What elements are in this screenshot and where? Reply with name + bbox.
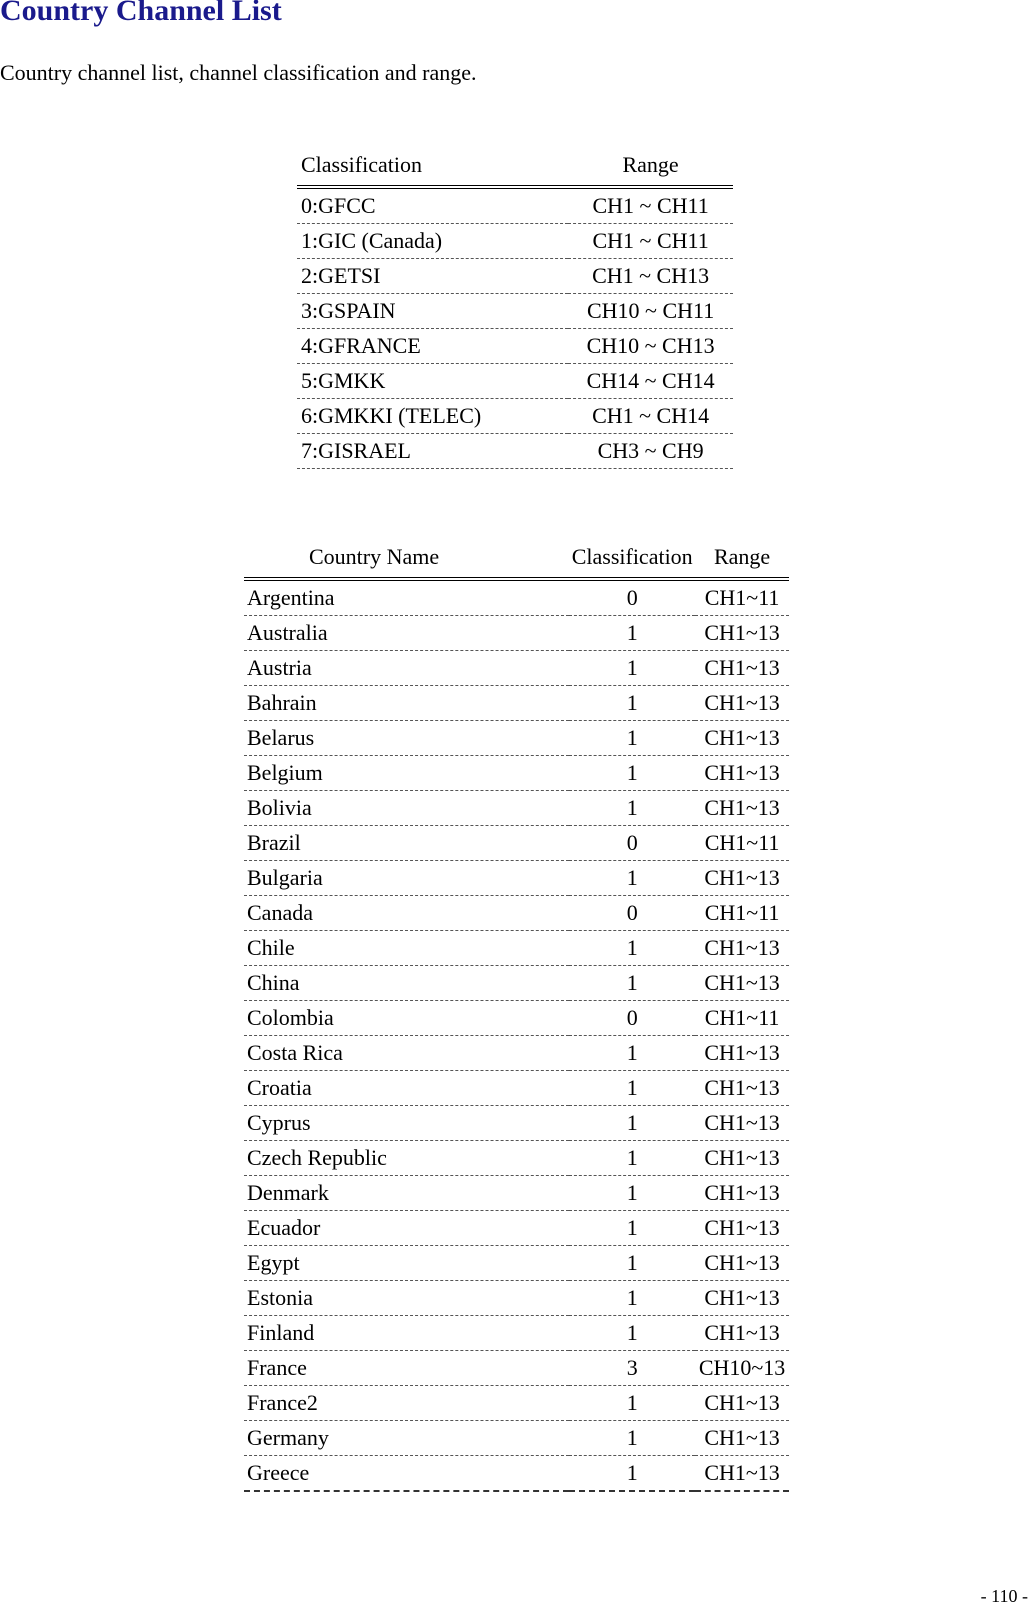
classification-table-body	[297, 187, 733, 469]
table-row	[244, 1071, 789, 1106]
table-row	[244, 1246, 789, 1281]
classification-cell: 0	[626, 1005, 638, 1030]
table-row	[244, 966, 789, 1001]
classification-cell: 0:GFCC	[301, 193, 376, 218]
classification-cell: 1	[626, 1180, 638, 1205]
country-name-cell: China	[247, 970, 300, 995]
range-cell: CH1~13	[704, 865, 780, 890]
classification-cell: 6:GMKKI (TELEC)	[301, 403, 482, 428]
classification-cell: 0	[626, 830, 638, 855]
range-cell: CH1~13	[704, 1250, 780, 1275]
table-row	[244, 1211, 789, 1246]
country-name-cell: Bulgaria	[247, 865, 323, 890]
table-row	[297, 329, 733, 364]
range-cell: CH1~13	[704, 935, 780, 960]
table-row	[244, 1001, 789, 1036]
country-name-cell: Costa Rica	[247, 1040, 343, 1065]
country-name-cell: Australia	[247, 620, 328, 645]
table-row	[244, 1421, 789, 1456]
table-row	[244, 1351, 789, 1386]
classification-cell: 1	[626, 1320, 638, 1345]
classification-cell: 1	[626, 760, 638, 785]
range-cell: CH1~13	[704, 970, 780, 995]
table-row	[297, 187, 733, 224]
country-name-cell: Brazil	[247, 830, 301, 855]
table-row	[297, 364, 733, 399]
range-cell: CH1~13	[704, 690, 780, 715]
range-cell: CH14 ~ CH14	[586, 368, 715, 393]
table-row	[244, 896, 789, 931]
range-cell: CH1~13	[704, 1460, 780, 1485]
range-cell: CH1 ~ CH13	[592, 263, 710, 288]
range-cell: CH1~13	[704, 1145, 780, 1170]
country-name-cell: Finland	[247, 1320, 315, 1345]
country-table-header	[244, 537, 789, 579]
range-cell: CH3 ~ CH9	[597, 438, 704, 463]
classification-cell: 1	[626, 620, 638, 645]
table-row	[244, 756, 789, 791]
range-cell: CH1~13	[704, 760, 780, 785]
country-name-cell: Chile	[247, 935, 295, 960]
classification-cell: 1	[626, 1285, 638, 1310]
table-row	[244, 1176, 789, 1211]
intro-text: Country channel list, channel classification and range.	[0, 60, 477, 85]
table-row	[244, 1386, 789, 1421]
country-name-cell: Estonia	[247, 1285, 313, 1310]
classification-cell: 0	[626, 900, 638, 925]
country-name-cell: Egypt	[247, 1250, 300, 1275]
range-cell: CH1~11	[704, 900, 780, 925]
classification-cell: 1	[626, 865, 638, 890]
range-cell: CH1~13	[704, 1425, 780, 1450]
table-row	[244, 1456, 789, 1492]
classification-cell: 1	[626, 655, 638, 680]
table-row	[244, 686, 789, 721]
country-name-cell: Czech Republic	[247, 1145, 387, 1170]
classification-cell: 1	[626, 1460, 638, 1485]
table-row	[244, 616, 789, 651]
country-name-cell: Argentina	[247, 585, 335, 610]
country-name-cell: France	[247, 1355, 307, 1380]
classification-cell: 1	[626, 1040, 638, 1065]
range-cell: CH1~13	[704, 1110, 780, 1135]
header-classification: Classification	[571, 544, 693, 569]
classification-table-header	[297, 145, 733, 187]
country-name-cell: Greece	[247, 1460, 310, 1485]
classification-table	[297, 145, 733, 469]
range-cell: CH1~13	[704, 725, 780, 750]
table-row	[297, 259, 733, 294]
range-cell: CH1~13	[704, 655, 780, 680]
country-name-cell: Canada	[247, 900, 313, 925]
range-cell: CH1~13	[704, 1285, 780, 1310]
classification-cell: 0	[626, 585, 638, 610]
header-country-name: Country Name	[309, 544, 440, 569]
country-name-cell: Bahrain	[247, 690, 317, 715]
table-row	[244, 931, 789, 966]
table-row	[244, 1036, 789, 1071]
country-name-cell: Colombia	[247, 1005, 334, 1030]
country-name-cell: Ecuador	[247, 1215, 321, 1240]
country-name-cell: France2	[247, 1390, 318, 1415]
classification-cell: 1	[626, 1390, 638, 1415]
range-cell: CH1 ~ CH11	[592, 228, 709, 253]
range-cell: CH10~13	[698, 1355, 786, 1380]
table-row	[244, 1141, 789, 1176]
classification-cell: 1	[626, 1250, 638, 1275]
range-cell: CH1~13	[704, 795, 780, 820]
range-cell: CH1~13	[704, 1320, 780, 1345]
country-name-cell: Cyprus	[247, 1110, 311, 1135]
table-row	[244, 579, 789, 616]
range-cell: CH1~11	[704, 1005, 780, 1030]
country-name-cell: Denmark	[247, 1180, 329, 1205]
classification-cell: 7:GISRAEL	[301, 438, 411, 463]
table-row	[297, 224, 733, 259]
table-row	[244, 826, 789, 861]
country-table	[244, 537, 789, 1492]
classification-cell: 1	[626, 725, 638, 750]
country-name-cell: Germany	[247, 1425, 329, 1450]
range-cell: CH1 ~ CH14	[592, 403, 710, 428]
classification-cell: 1	[626, 935, 638, 960]
range-cell: CH1~13	[704, 620, 780, 645]
range-cell: CH1~11	[704, 830, 780, 855]
range-cell: CH1~13	[704, 1215, 780, 1240]
country-table-body	[244, 579, 789, 1491]
range-cell: CH1~13	[704, 1075, 780, 1100]
table-row	[244, 1281, 789, 1316]
classification-cell: 1:GIC (Canada)	[301, 228, 443, 253]
table-row	[297, 434, 733, 469]
range-cell: CH10 ~ CH11	[586, 298, 715, 323]
table-row	[297, 399, 733, 434]
classification-cell: 1	[626, 690, 638, 715]
country-name-cell: Austria	[247, 655, 312, 680]
classification-cell: 1	[626, 970, 638, 995]
classification-cell: 1	[626, 1075, 638, 1100]
classification-cell: 3	[626, 1355, 638, 1380]
table-row	[244, 651, 789, 686]
range-cell: CH1~13	[704, 1390, 780, 1415]
classification-cell: 1	[626, 1110, 638, 1135]
classification-cell: 5:GMKK	[301, 368, 386, 393]
page-title: Country Channel List	[0, 0, 282, 27]
country-name-cell: Bolivia	[247, 795, 312, 820]
classification-cell: 1	[626, 1215, 638, 1240]
country-name-cell: Belgium	[247, 760, 323, 785]
range-cell: CH1 ~ CH11	[592, 193, 709, 218]
header-range: Range	[713, 544, 771, 569]
table-row	[244, 1316, 789, 1351]
classification-cell: 2:GETSI	[301, 263, 381, 288]
classification-cell: 1	[626, 1145, 638, 1170]
range-cell: CH1~13	[704, 1180, 780, 1205]
table-row	[244, 791, 789, 826]
table-row	[244, 1106, 789, 1141]
classification-cell: 1	[626, 795, 638, 820]
range-cell: CH1~11	[704, 585, 780, 610]
table-row	[297, 294, 733, 329]
classification-cell: 1	[626, 1425, 638, 1450]
table-row	[244, 861, 789, 896]
table-row	[244, 721, 789, 756]
range-cell: CH10 ~ CH13	[586, 333, 715, 358]
range-cell: CH1~13	[704, 1040, 780, 1065]
country-name-cell: Belarus	[247, 725, 315, 750]
page-number: - 110 -	[980, 1586, 1028, 1606]
header-classification: Classification	[301, 152, 422, 177]
classification-cell: 3:GSPAIN	[301, 298, 396, 323]
country-name-cell: Croatia	[247, 1075, 312, 1100]
header-range: Range	[622, 152, 679, 177]
classification-cell: 4:GFRANCE	[301, 333, 421, 358]
